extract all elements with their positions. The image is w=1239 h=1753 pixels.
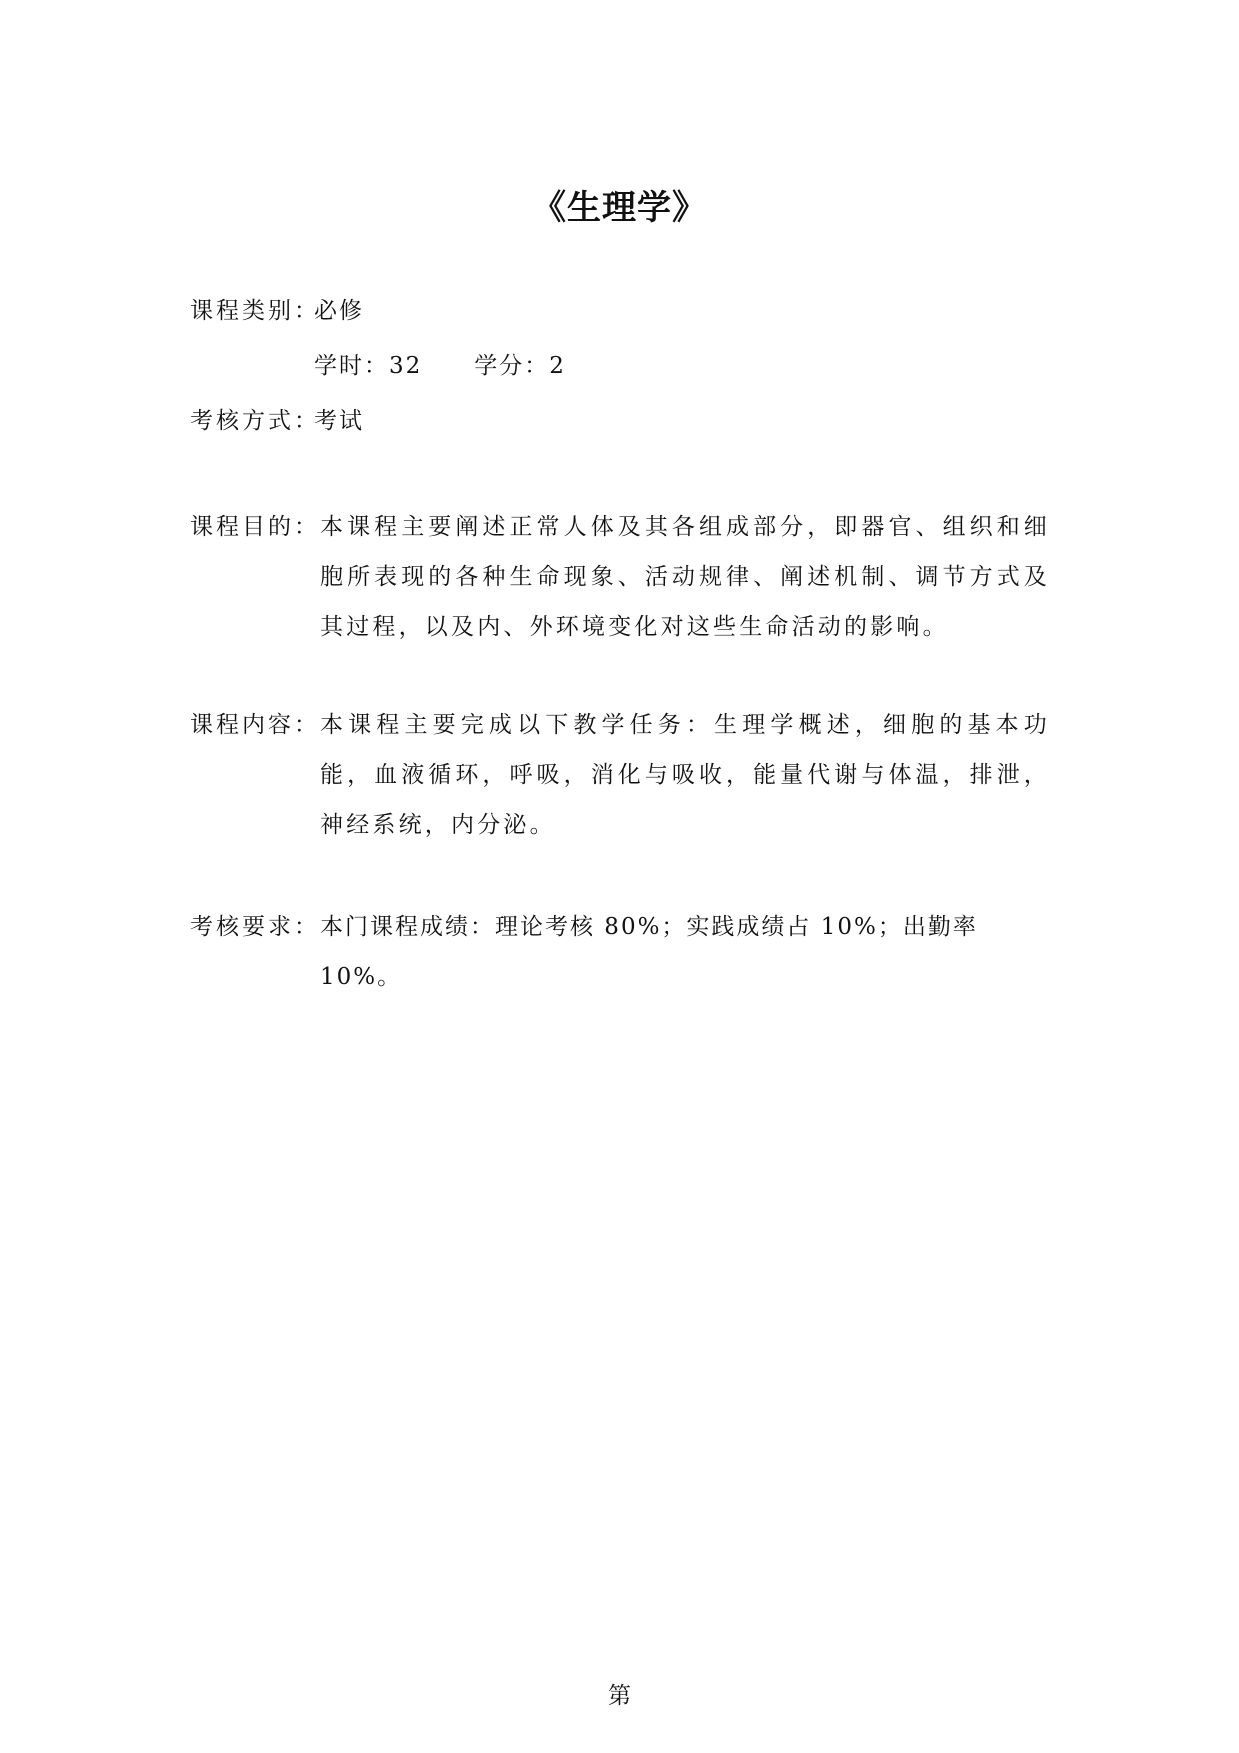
course-content-label: 课程内容：	[190, 712, 320, 738]
assessment-method-label: 考核方式：	[190, 408, 320, 434]
course-category-label: 课程类别：	[190, 298, 320, 324]
assessment-requirements-text: 本门课程成绩：理论考核 80%；实践成绩占 10%；出勤率 10%。	[320, 914, 978, 990]
assessment-requirements-label: 考核要求：	[190, 914, 320, 940]
course-category-row	[190, 286, 1050, 336]
course-content-text: 本课程主要完成以下教学任务：生理学概述，细胞的基本功能，血液循环，呼吸，消化与吸收，能量代谢与体温，排泄，神经系统，内分泌。	[320, 712, 1050, 838]
course-objective-text: 本课程主要阐述正常人体及其各组成部分，即器官、组织和细胞所表现的各种生命现象、活动规律、阐述机制、调节方式及其过程，以及内、外环境变化对这些生命活动的影响。	[320, 514, 1050, 640]
assessment-requirements-section	[190, 902, 1050, 1002]
hours-label: 学时：	[314, 353, 389, 379]
page-title: 《生理学》	[532, 188, 707, 228]
course-category-value: 必修	[314, 298, 364, 324]
credits-value: 2	[549, 353, 566, 379]
hours-value: 32	[389, 353, 423, 379]
course-objective-section	[190, 502, 1050, 652]
credits-label: 学分：	[474, 353, 550, 379]
page-footer: 第	[608, 1683, 631, 1709]
assessment-method-row	[190, 396, 1050, 446]
course-content-section	[190, 700, 1050, 850]
hours-credits-row	[314, 341, 566, 391]
course-objective-label: 课程目的：	[190, 514, 320, 540]
assessment-method-value: 考试	[314, 408, 364, 434]
